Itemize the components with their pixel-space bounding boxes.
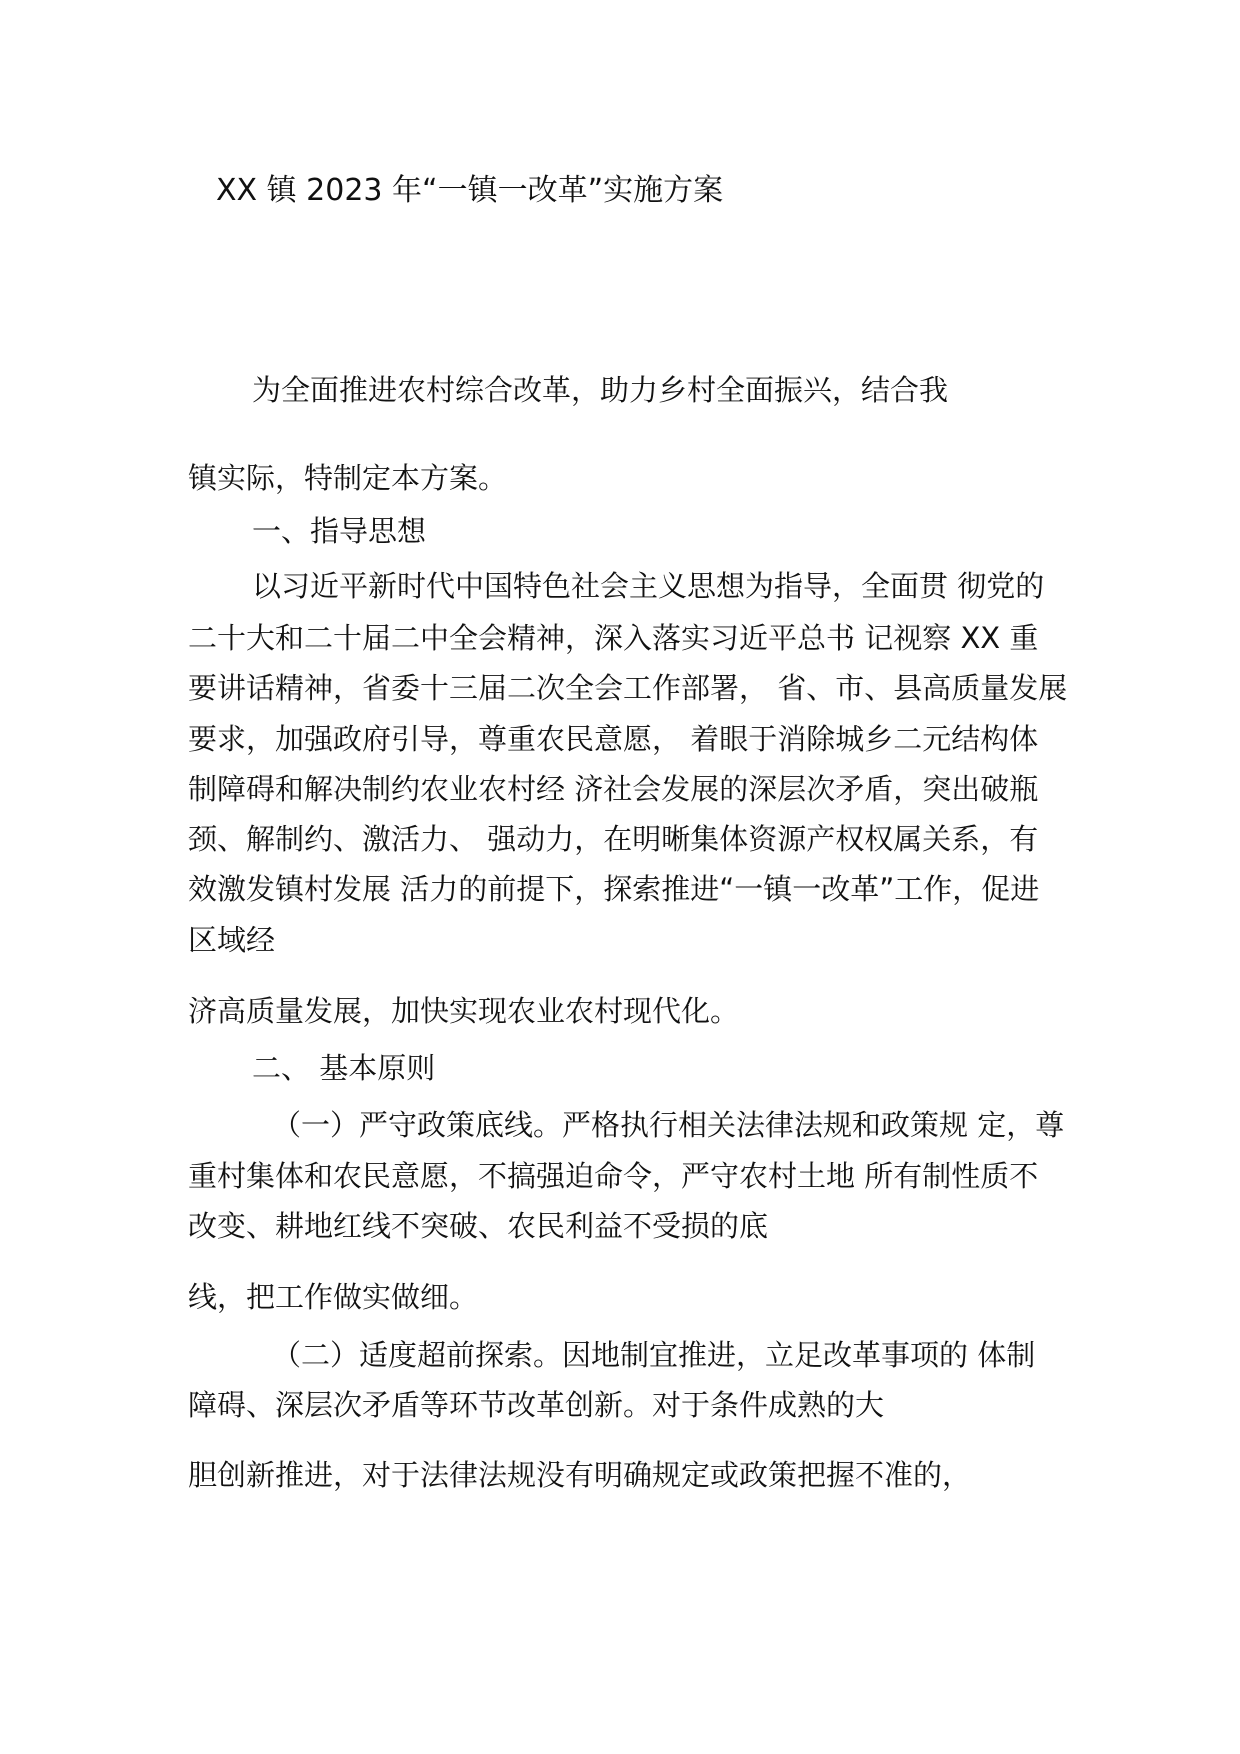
section-heading: 二、 基本原则 bbox=[252, 1051, 436, 1085]
section-heading: 一、指导思想 bbox=[252, 514, 427, 548]
paragraph-line: 颈、解制约、激活力、 强动力，在明晰集体资源产权权属关系，有 bbox=[188, 822, 1039, 856]
paragraph-line: 要求，加强政府引导，尊重农民意愿， 着眼于消除城乡二元结构体 bbox=[188, 722, 1039, 756]
paragraph-line: 胆创新推进，对于法律法规没有明确规定或政策把握不准的， bbox=[188, 1458, 972, 1492]
paragraph-line: 济高质量发展，加快实现农业农村现代化。 bbox=[188, 994, 740, 1028]
paragraph-line: 以习近平新时代中国特色社会主义思想为指导，全面贯 彻党的 bbox=[252, 569, 1045, 603]
paragraph-line: 重村集体和农民意愿，不搞强迫命令，严守农村土地 所有制性质不 bbox=[188, 1159, 1039, 1193]
document-title: XX 镇 2023 年“一镇一改革”实施方案 bbox=[216, 173, 724, 208]
paragraph-line: 二十大和二十届二中全会精神，深入落实习近平总书 记视察 XX 重 bbox=[188, 621, 1039, 655]
paragraph-line: （二）适度超前探索。因地制宜推进，立足改革事项的 体制 bbox=[272, 1338, 1036, 1372]
paragraph-line: 制障碍和解决制约农业农村经 济社会发展的深层次矛盾，突出破瓶 bbox=[188, 772, 1039, 806]
paragraph-line: 效激发镇村发展 活力的前提下，探索推进“一镇一改革”工作，促进 bbox=[188, 872, 1040, 906]
paragraph-line: 障碍、深层次矛盾等环节改革创新。对于条件成熟的大 bbox=[188, 1388, 885, 1422]
paragraph-line: （一）严守政策底线。严格执行相关法律法规和政策规 定，尊 bbox=[272, 1108, 1065, 1142]
paragraph-line: 线，把工作做实做细。 bbox=[188, 1280, 479, 1314]
paragraph-line: 要讲话精神，省委十三届二次全会工作部署， 省、市、县高质量发展 bbox=[188, 671, 1068, 705]
paragraph-line: 改变、耕地红线不突破、农民利益不受损的底 bbox=[188, 1209, 769, 1243]
paragraph-line: 镇实际，特制定本方案。 bbox=[188, 461, 508, 495]
paragraph-line: 区域经 bbox=[188, 923, 276, 957]
paragraph-line: 为全面推进农村综合改革，助力乡村全面振兴，结合我 bbox=[252, 373, 949, 407]
